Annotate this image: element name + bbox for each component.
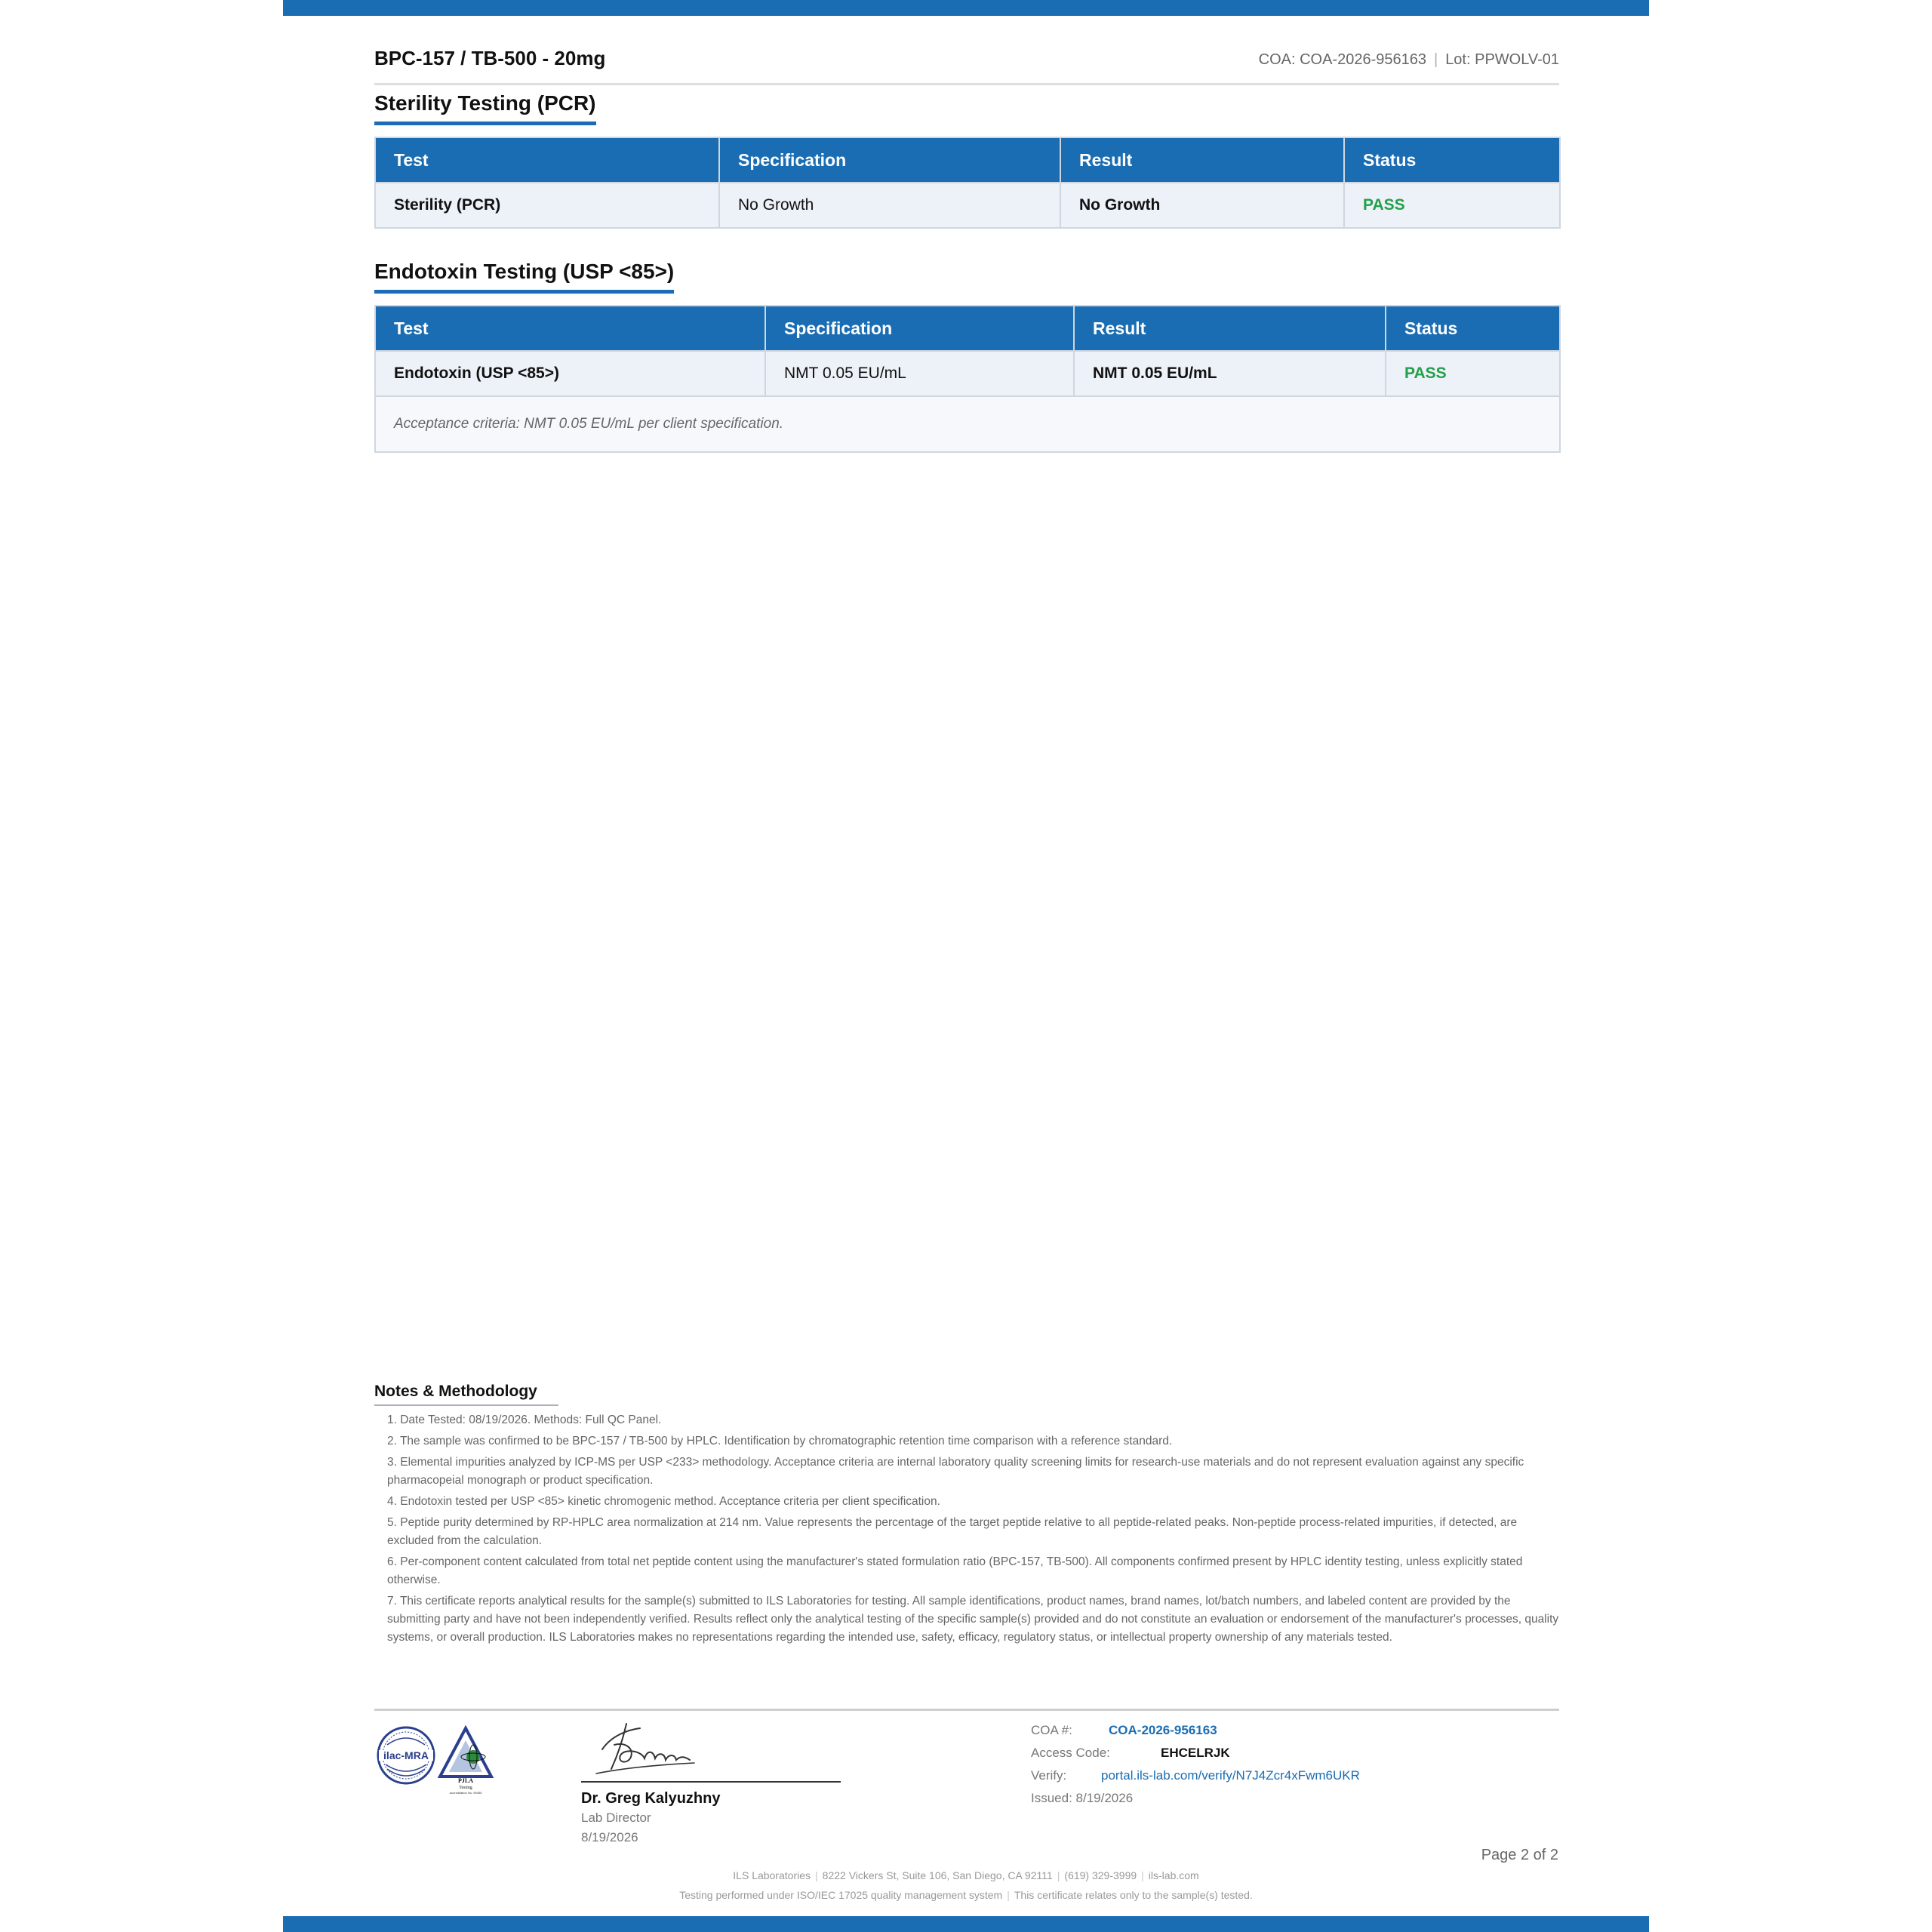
ilac-mra-logo-icon xyxy=(377,1725,497,1795)
note-item: 1. Date Tested: 08/19/2026. Methods: Full QC Panel. xyxy=(387,1414,662,1426)
note-item: 6. Per-component content calculated from total net peptide content using the manufacturer's stated formulation ratio (BPC-157, TB-500). All components confirmed present by HPLC identity testing, unless explicitly stated otherwise. xyxy=(387,1555,1523,1586)
verify-link[interactable]: portal.ils-lab.com/verify/N7J4Zcr4xFwm6UKR xyxy=(1101,1768,1360,1783)
specification-cell: No Growth xyxy=(719,183,1060,228)
svg-text:ilac-MRA: ilac-MRA xyxy=(383,1749,429,1761)
status-badge: PASS xyxy=(1344,183,1560,228)
note-item: 2. The sample was confirmed to be BPC-157 / TB-500 by HPLC. Identification by chromatographic retention time comparison with a reference standard. xyxy=(387,1435,1173,1447)
table-row xyxy=(375,183,1560,228)
column-header: Result xyxy=(1060,137,1344,183)
sterility-section-title: Sterility Testing (PCR) xyxy=(374,91,596,125)
page-header xyxy=(374,45,1559,85)
bottom-accent-bar xyxy=(283,1916,1649,1932)
svg-text:PJLA: PJLA xyxy=(458,1777,473,1784)
status-badge: PASS xyxy=(1386,351,1560,396)
table-header-row xyxy=(375,306,1560,351)
note-item: 4. Endotoxin tested per USP <85> kinetic chromogenic method. Acceptance criteria per client specification. xyxy=(387,1495,940,1508)
footer-phone: (619) 329-3999 xyxy=(1064,1869,1137,1881)
column-header: Specification xyxy=(765,306,1074,351)
issued-date: Issued: 8/19/2026 xyxy=(1031,1791,1134,1805)
footer-disclaimer: Testing performed under ISO/IEC 17025 quality management system | This certificate relates only to the sample(s) tested. xyxy=(679,1889,1253,1901)
note-item: 3. Elemental impurities analyzed by ICP-MS per USP <233> methodology. Acceptance criteria are internal laboratory quality screening limits for research-use materials and do not represent evaluation against any specific pharmacopeial monograph or product specification. xyxy=(387,1456,1524,1487)
column-header: Status xyxy=(1386,306,1560,351)
notes-title: Notes & Methodology xyxy=(374,1383,558,1406)
specification-cell: NMT 0.05 EU/mL xyxy=(765,351,1074,396)
table-header-row xyxy=(375,137,1560,183)
result-cell: NMT 0.05 EU/mL xyxy=(1074,351,1386,396)
table-note-row xyxy=(375,396,1560,452)
column-header: Test xyxy=(375,306,765,351)
notes-list xyxy=(387,1411,1561,1650)
certificate-page xyxy=(283,0,1649,1932)
column-header: Result xyxy=(1074,306,1386,351)
sterility-table xyxy=(374,137,1561,229)
header-coa: COA: COA-2026-956163 xyxy=(1258,51,1426,68)
access-code-value: EHCELRJK xyxy=(1161,1746,1230,1760)
note-item: 5. Peptide purity determined by RP-HPLC area normalization at 214 nm. Value represents the percentage of the target peptide relative to all peptide-related peaks. Non-peptide process-related impurities, if detected, are excluded from the calculation. xyxy=(387,1516,1518,1547)
column-header: Test xyxy=(375,137,719,183)
footer-iso: Testing performed under ISO/IEC 17025 quality management system xyxy=(679,1889,1003,1901)
signature-icon xyxy=(581,1719,845,1780)
footer-lab-name: ILS Laboratories xyxy=(733,1869,811,1881)
note-item: 7. This certificate reports analytical results for the sample(s) submitted to ILS Laboratories for testing. All sample identifications, product names, brand names, lot/batch numbers, and labeled content are provided by the submitting party and have not been independently verified. Results reflect only the analytical testing of the specific sample(s) provided and do not constitute an evaluation or endorsement of the manufacturer's processes, quality systems, or overall production. ILS Laboratories makes no representations regarding the intended use, safety, efficacy, regulatory status, or intellectual property ownership of any materials tested. xyxy=(387,1595,1559,1644)
svg-text:Accreditation No. 99455: Accreditation No. 99455 xyxy=(449,1791,482,1795)
footer-address-text: 8222 Vickers St, Suite 106, San Diego, CA 92111 xyxy=(822,1869,1053,1881)
header-meta: COA: COA-2026-956163 | Lot: PPWOLV-01 xyxy=(1258,51,1559,68)
product-title: BPC-157 / TB-500 - 20mg xyxy=(374,47,606,69)
signature-image xyxy=(581,1719,845,1780)
footer-website: ils-lab.com xyxy=(1148,1869,1199,1881)
header-lot: Lot: PPWOLV-01 xyxy=(1445,51,1559,68)
page-number: Page 2 of 2 xyxy=(1481,1847,1558,1863)
footer-scope: This certificate relates only to the sample(s) tested. xyxy=(1014,1889,1253,1901)
coa-number-label: COA #: xyxy=(1031,1723,1072,1737)
signature-date: 8/19/2026 xyxy=(581,1830,638,1844)
coa-number-value: COA-2026-956163 xyxy=(1109,1723,1217,1737)
acceptance-note: Acceptance criteria: NMT 0.05 EU/mL per client specification. xyxy=(375,396,1560,452)
top-accent-bar xyxy=(283,0,1649,16)
result-cell: No Growth xyxy=(1060,183,1344,228)
column-header: Specification xyxy=(719,137,1060,183)
endotoxin-table xyxy=(374,305,1561,453)
endotoxin-section-title: Endotoxin Testing (USP <85>) xyxy=(374,260,674,294)
svg-text:Testing: Testing xyxy=(459,1786,472,1790)
footer-divider xyxy=(374,1709,1559,1711)
footer-address: ILS Laboratories | 8222 Vickers St, Suite 106, San Diego, CA 92111 | (619) 329-3999 | ils-lab.com xyxy=(733,1869,1199,1881)
verify-label: Verify: xyxy=(1031,1768,1067,1783)
column-header: Status xyxy=(1344,137,1560,183)
access-code-label: Access Code: xyxy=(1031,1746,1110,1760)
test-cell: Sterility (PCR) xyxy=(375,183,719,228)
test-cell: Endotoxin (USP <85>) xyxy=(375,351,765,396)
accreditation-logos xyxy=(377,1725,497,1793)
table-row xyxy=(375,351,1560,396)
signer-name: Dr. Greg Kalyuzhny xyxy=(581,1790,721,1807)
signature-line xyxy=(581,1781,841,1783)
signer-role: Lab Director xyxy=(581,1810,651,1825)
